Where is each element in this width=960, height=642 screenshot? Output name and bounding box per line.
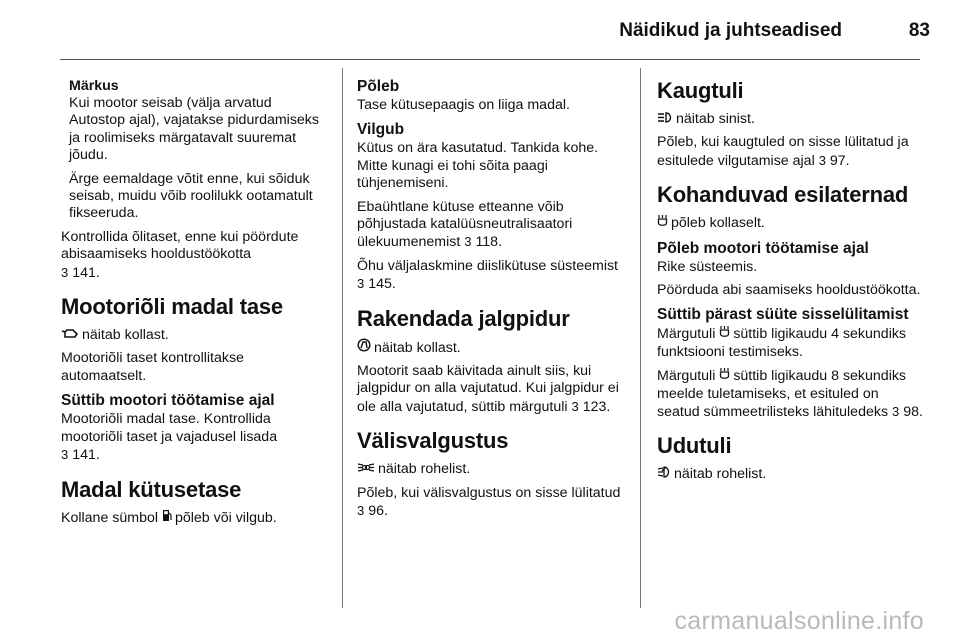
column-2 [357, 78, 625, 527]
high-beam-icon [657, 110, 673, 127]
heading-lit: Põleb [357, 78, 400, 95]
flash-paragraph-3: Õhu väljalaskmine diislikütuse süsteemist 3 145. [357, 257, 619, 293]
brake-indicator-line: näitab kollast. [357, 338, 625, 357]
heading-low-fuel: Madal kütusetase [61, 476, 242, 502]
heading-high-beam: Kaugtuli [657, 78, 744, 103]
high-beam-indicator-line: näitab sinist. [657, 110, 925, 128]
heading-brake: Rakendada jalgpidur [357, 305, 570, 331]
column-1 [61, 78, 329, 533]
cross-ref-page[interactable]: 141. [72, 264, 100, 281]
flash-paragraph-2: Ebaühtlane kütuse etteanne võib põhjustada katalüüsneutralisaatori ülekuumenemist 3 118. [357, 198, 573, 251]
page-number: 83 [908, 20, 930, 41]
adaptive-headlight-icon [719, 325, 730, 342]
header-rule [60, 59, 920, 60]
heading-adaptive-headlights: Kohanduvad esilaternad [657, 182, 909, 208]
fog-indicator-line: näitab rohelist. [657, 465, 925, 483]
afl-ignition-p2: Märgutuli süttib ligikaudu 8 sekundiks meelde tuletamiseks, et esituled on seatud sümmeetrilisteks lähituledeks 3 98. [657, 368, 923, 421]
adaptive-headlight-icon [657, 214, 668, 231]
heading-afl-running: Põleb mootori töötamise ajal [657, 239, 869, 257]
note-paragraph-2: Ärge eemaldage võtit enne, kui sõiduk seisab, muidu võib roolilukk ootamatult fikseeruda. [69, 170, 313, 222]
heading-afl-ignition: Süttib pärast süüte sisselülitamist [657, 306, 909, 324]
heading-fog-light: Udutuli [657, 433, 732, 459]
heading-flashes: Vilgub [357, 121, 405, 139]
page-header [0, 0, 960, 60]
afl-running-p2: Pöörduda abi saamiseks hooldustöökotta. [657, 282, 921, 299]
high-beam-paragraph: Põleb, kui kaugtuled on sisse lülitatud ja esitulede vilgutamise ajal 3 97. [657, 134, 909, 169]
oil-check-paragraph: Kontrollida õlitaset, enne kui pöördute abisaamiseks hooldustöökotta 3 141. [61, 228, 299, 281]
cross-ref-icon[interactable]: 3 [892, 404, 900, 420]
afl-running-p1: Rike süsteemis. [657, 258, 758, 275]
afl-indicator-line: põleb kollaselt. [657, 214, 925, 232]
cross-ref-icon[interactable]: 3 [61, 264, 69, 280]
oil-indicator-line: näitab kollast. [61, 326, 329, 344]
column-divider-1 [342, 68, 343, 608]
cross-ref-icon[interactable]: 3 [61, 447, 69, 463]
exterior-paragraph: Põleb, kui välisvalgustus on sisse lülitatud 3 96. [357, 484, 621, 520]
exterior-indicator-line: näitab rohelist. [357, 460, 625, 478]
note-box [61, 78, 329, 223]
cross-ref-icon[interactable]: 3 [357, 503, 365, 519]
cross-ref-icon[interactable]: 3 [818, 152, 826, 168]
heading-exterior-light: Välisvalgustus [357, 428, 509, 454]
heading-low-oil: Mootoriõli madal tase [61, 294, 283, 320]
cross-ref-icon[interactable]: 3 [571, 398, 579, 414]
adaptive-headlight-icon [719, 367, 730, 384]
fuel-pump-icon [162, 509, 172, 526]
note-paragraph-1: Kui mootor seisab (välja arvatud Autostop ajal), vajatakse pidurdamiseks ja roolimiseks märgatavalt suuremat jõudu. [69, 95, 319, 164]
note-title: Märkus [69, 78, 119, 94]
oil-can-icon [61, 326, 79, 343]
fuel-paragraph: Kollane sümbol põleb või vilgub. [61, 509, 277, 526]
brake-paragraph: Mootorit saab käivitada ainult siis, kui jalgpidur on alla vajutatud. Kui jalgpidur ei ole alla vajutatud, süttib märgutuli 3 123. [357, 363, 619, 415]
cross-ref-icon[interactable]: 3 [357, 276, 365, 292]
column-divider-2 [640, 68, 641, 608]
flash-paragraph-1: Kütus on ära kasutatud. Tankida kohe. Mitte kunagi ei tohi sõita paagi tühjenemiseni. [357, 140, 599, 192]
heading-oil-running: Süttib mootori töötamise ajal [61, 392, 275, 410]
fog-light-icon [657, 465, 671, 482]
brake-pedal-icon [357, 338, 371, 356]
afl-ignition-p1: Märgutuli süttib ligikaudu 4 sekundiks funktsiooni testimiseks. [657, 326, 907, 360]
oil-running-paragraph: Mootoriõli madal tase. Kontrollida mootoriõli taset ja vajadusel lisada 3 141. [61, 411, 278, 464]
cross-ref-icon[interactable]: 3 [464, 234, 472, 250]
lit-paragraph: Tase kütusepaagis on liiga madal. [357, 97, 570, 113]
header-title: Näidikud ja juhtseadised [619, 20, 842, 41]
watermark: carmanualsonline.info [674, 607, 924, 635]
column-3 [657, 78, 925, 490]
exterior-light-icon [357, 460, 375, 477]
oil-auto-check: Mootoriõli taset kontrollitakse automaatselt. [61, 350, 244, 384]
